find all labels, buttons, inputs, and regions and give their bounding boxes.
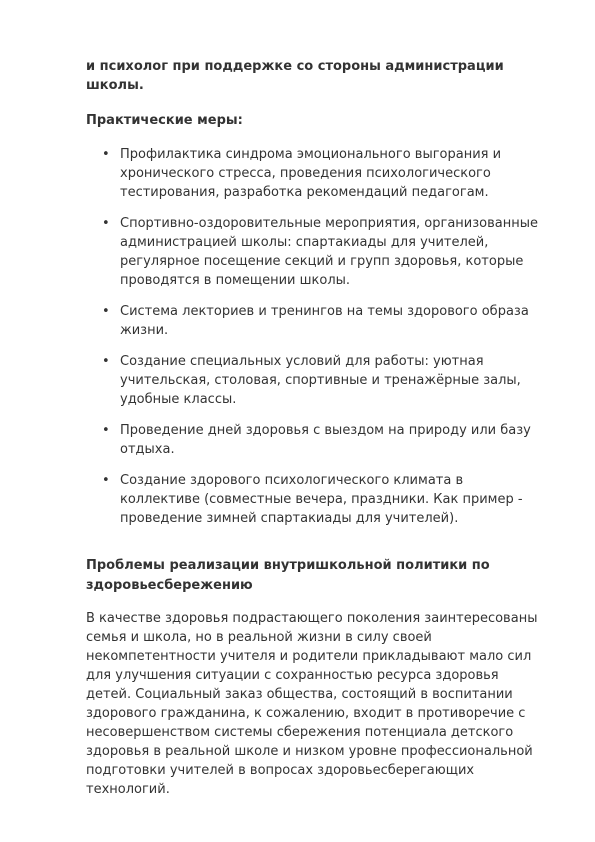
list-item xyxy=(86,352,543,409)
bullet-icon: • xyxy=(102,216,110,231)
list-item-text: Система лекториев и тренингов на темы здорового образа жизни. xyxy=(120,304,529,338)
section-title: Проблемы реализации внутришкольной политики по здоровьесбережению xyxy=(86,558,490,593)
problems-paragraph: В качестве здоровья подрастающего поколения заинтересованы семья и школа, но в реальной жизни в силу своей некомпетентности учителя и родители прикладывают мало сил для улучшения ситуации с сохранностью ресурса здоровья детей. Социальный заказ общества, состоящий в воспитании здорового гражданина, к сожалению, входит в противоречие с несовершенством системы сбережения потенциала детского здоровья в реальной школе и низком уровне профессиональной подготовки учителей в вопросах здоровьесберегающих технологий. xyxy=(86,611,538,797)
bullet-icon: • xyxy=(102,473,110,488)
practical-measures-heading: Практические меры: xyxy=(86,113,243,128)
list-item-text: Создание здорового психологического климата в коллективе (совместные вечера, праздники. Как пример - проведение зимней спартакиады для учителей). xyxy=(120,473,523,526)
list-item-text: Проведение дней здоровья с выездом на природу или базу отдыха. xyxy=(120,423,531,457)
bullet-icon: • xyxy=(102,147,110,162)
bullet-icon: • xyxy=(102,304,110,319)
bullet-icon: • xyxy=(102,423,110,438)
list-item xyxy=(86,471,543,528)
list-item xyxy=(86,214,543,290)
intro-text: и психолог при поддержке со стороны администрации школы. xyxy=(86,59,504,93)
practical-measures-list xyxy=(86,145,543,528)
list-item xyxy=(86,302,543,340)
bullet-icon: • xyxy=(102,354,110,369)
list-item xyxy=(86,145,543,202)
list-item-text: Профилактика синдрома эмоционального выгорания и хронического стресса, проведения психологического тестирования, разработка рекомендаций педагогам. xyxy=(120,147,502,200)
list-item xyxy=(86,421,543,459)
list-item-text: Спортивно-оздоровительные мероприятия, организованные администрацией школы: спартакиады для учителей, регулярное посещение секций и групп здоровья, которые проводятся в помещении школы. xyxy=(120,216,539,288)
list-item-text: Создание специальных условий для работы: уютная учительская, столовая, спортивные и тренажёрные залы, удобные классы. xyxy=(120,354,521,407)
